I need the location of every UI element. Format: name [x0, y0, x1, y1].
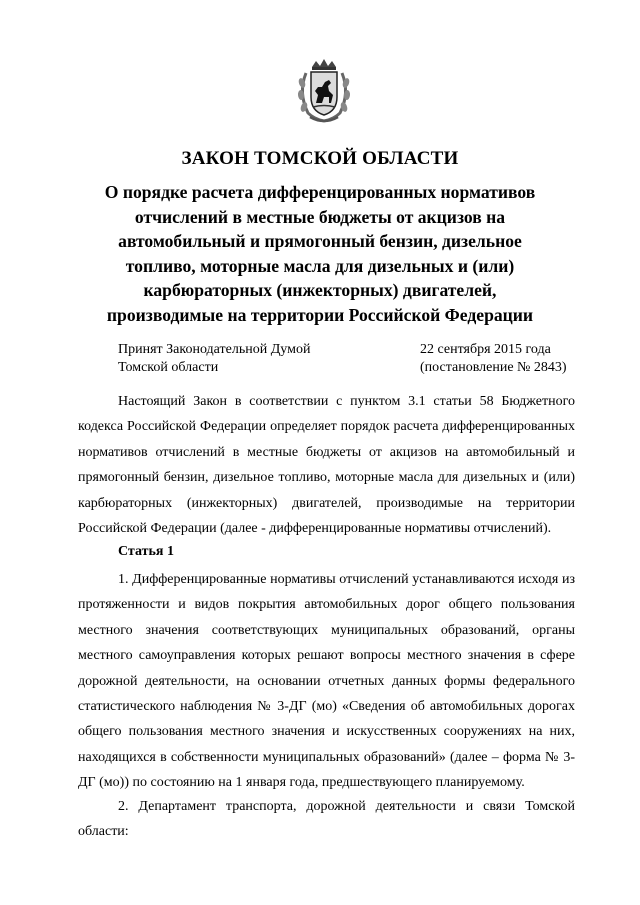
text-line: статистического наблюдения № 3-ДГ (мо) «Сведения об автомобильных дорогах: [78, 699, 575, 715]
article1-item1: [78, 567, 575, 796]
text-line: находящихся в собственности муниципальных образований» (далее – форма № 3-: [78, 749, 575, 765]
tomsk-region-coat-of-arms-emblem: [296, 57, 352, 125]
subject-line: карбюраторных (инжекторных) двигателей,: [143, 280, 497, 301]
text-line: местного значения соответствующих муниципальных образований, органы: [78, 622, 575, 638]
subject-line: топливо, моторные масла для дизельных и (или): [125, 255, 515, 276]
text-line: дорожной деятельности, на основании отчетных данных формы федерального: [78, 673, 575, 689]
text-line: карбюраторных (инжекторных) двигателей, производимые на территории: [78, 495, 575, 511]
adoption-date: 22 сентября 2015 года: [420, 342, 551, 357]
text-line: Настоящий Закон в соответствии с пунктом 3.1 статьи 58 Бюджетного: [118, 394, 575, 409]
text-line: протяженности и видов покрытия автомобильных дорог общего пользования: [78, 597, 575, 613]
article-heading: Статья 1: [118, 544, 174, 559]
text-line: прямогонный бензин, дизельное топливо, моторные масла для дизельных и (или): [78, 470, 575, 486]
text-line: местного самоуправления которых решают вопросы местного значения в сфере: [78, 648, 575, 664]
subject-line: О порядке расчета дифференцированных нормативов: [104, 182, 536, 202]
text-line: 1. Дифференцированные нормативы отчислений устанавливаются исходя из: [118, 572, 575, 587]
subject-line: автомобильный и прямогонный бензин, дизельное: [118, 231, 522, 252]
text-line: общего пользования местного значения и искусственных сооружениях на них,: [78, 724, 575, 740]
article1-item2: [78, 794, 575, 845]
text-line: кодекса Российской Федерации определяет порядок расчета дифференцированных: [78, 419, 575, 435]
text-line: Российской Федерации (далее - дифференцированные нормативы отчислений).: [78, 521, 552, 537]
subject-line: производимые на территории Российской Федерации: [106, 304, 534, 325]
adopting-body: [118, 341, 310, 377]
law-title: ЗАКОН ТОМСКОЙ ОБЛАСТИ: [181, 148, 459, 169]
adoption-date-block: [420, 341, 567, 377]
preamble-paragraph: [78, 389, 575, 541]
subject-line: отчислений в местные бюджеты от акцизов на: [134, 206, 506, 227]
text-line: 2. Департамент транспорта, дорожной деятельности и связи Томской: [118, 799, 575, 814]
law-subject: [70, 180, 570, 328]
text-line: области:: [78, 824, 129, 840]
resolution-number: (постановление № 2843): [420, 360, 567, 375]
text-line: ДГ (мо)) по состоянию на 1 января года, предшествующего планируемому.: [78, 775, 525, 791]
adopting-body-line: Принят Законодательной Думой: [118, 342, 311, 357]
text-line: нормативов отчислений в местные бюджеты от акцизов на автомобильный и: [78, 444, 575, 460]
adopting-body-line: Томской области: [118, 360, 219, 375]
